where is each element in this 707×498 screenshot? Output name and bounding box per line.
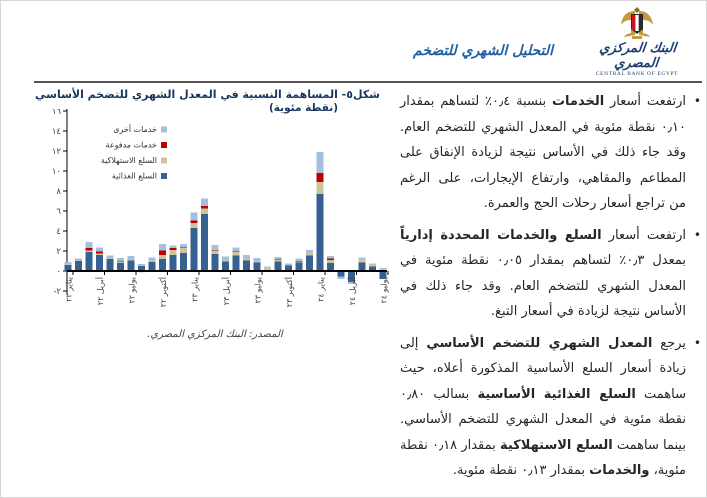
svg-text:يناير ٢٢: يناير ٢٢ xyxy=(64,277,74,302)
analysis-text-column xyxy=(400,89,703,490)
bank-name-english: CENTRAL BANK OF EGYPT xyxy=(595,71,679,77)
bullet-list xyxy=(400,89,703,484)
svg-text:-٢: -٢ xyxy=(53,287,61,297)
svg-text:أكتوبر ٢٣: أكتوبر ٢٣ xyxy=(285,277,294,308)
svg-text:خدمات أخرى: خدمات أخرى xyxy=(113,125,157,134)
stacked-bar-chart xyxy=(34,109,396,321)
bullet-item: • ارتفعت أسعار الخدمات بنسبة ٠٫٤٪ لتساهم بمقدار ٠٫١٠ نقطة مئوية في المعدل الشهري للتضخم العام. وقد جاء ذلك في الأساس نتيجة لزيادة الإنفاق على المطاعم والمقاهي، وارتفاع الإيجارات، على الرغم من تراجع أسعار رحلات الحج والعمرة. xyxy=(400,89,703,217)
svg-text:٦: ٦ xyxy=(56,207,61,217)
svg-text:١٢: ١٢ xyxy=(51,147,61,157)
svg-text:يوليو ٢٤: يوليو ٢٤ xyxy=(379,277,389,304)
bank-name-arabic: البنك المركزي المصري xyxy=(598,41,677,71)
svg-text:أبريل ٢٢: أبريل ٢٢ xyxy=(96,277,105,306)
figure-5 xyxy=(34,88,396,356)
figure-title: شكل٥- المساهمة النسبية في المعدل الشهري للتضخم الأساسي xyxy=(35,88,380,101)
svg-text:السلع الاستهلاكية: السلع الاستهلاكية xyxy=(100,156,157,165)
egypt-eagle-icon xyxy=(617,7,657,41)
bullet-marker: • xyxy=(693,227,701,242)
svg-text:أبريل ٢٤: أبريل ٢٤ xyxy=(348,277,357,306)
bullet-marker: • xyxy=(693,335,701,350)
bullet-item: • ارتفعت أسعار السلع والخدمات المحددة إدارياً بمعدل ٠٫٣٪ لتساهم بمقدار ٠٫٠٥ نقطة مئوية في المعدل الشهري للتضخم العام. وقد جاء ذلك في الأساس نتيجة لزيادة في أسعار التبغ. xyxy=(400,223,703,325)
svg-text:٤: ٤ xyxy=(56,227,61,237)
bullet-item: • يرجع المعدل الشهري للتضخم الأساسي إلى زيادة أسعار السلع الأساسية المذكورة أعلاه، حيث ساهمت السلع الغذائية الأساسية بسالب ٠٫٨٠ نقطة مئوية في المعدل الشهري للتضخم الأساسي. بينما ساهمت السلع الاستهلاكية بمقدار ٠٫١٨ نقطة مئوية، والخدمات بمقدار ٠٫١٣ نقطة مئوية. xyxy=(400,331,703,484)
svg-text:خدمات مدفوعة: خدمات مدفوعة xyxy=(105,140,157,150)
svg-text:١٠: ١٠ xyxy=(51,167,61,177)
svg-text:٢: ٢ xyxy=(56,247,61,257)
figure-subtitle: (نقطة مئوية) xyxy=(268,102,338,114)
svg-text:أبريل ٢٣: أبريل ٢٣ xyxy=(222,277,231,306)
svg-text:يوليو ٢٣: يوليو ٢٣ xyxy=(253,277,263,304)
svg-text:٠: ٠ xyxy=(56,267,61,277)
svg-text:٨: ٨ xyxy=(56,187,61,197)
header-divider xyxy=(34,81,702,83)
svg-text:يوليو ٢٢: يوليو ٢٢ xyxy=(127,277,137,304)
svg-text:يناير ٢٣: يناير ٢٣ xyxy=(190,277,200,302)
figure-source: المصدر: البنك المركزي المصري. xyxy=(147,329,283,340)
svg-text:١٦: ١٦ xyxy=(51,109,61,117)
cbe-logo xyxy=(578,7,696,78)
svg-text:السلع الغذائية: السلع الغذائية xyxy=(111,171,157,181)
svg-text:أكتوبر ٢٢: أكتوبر ٢٢ xyxy=(159,277,168,308)
svg-text:١٤: ١٤ xyxy=(51,127,61,137)
svg-text:يناير ٢٤: يناير ٢٤ xyxy=(316,277,326,302)
bullet-marker: • xyxy=(693,94,701,108)
page-title: التحليل الشهري للتضخم xyxy=(413,43,554,59)
